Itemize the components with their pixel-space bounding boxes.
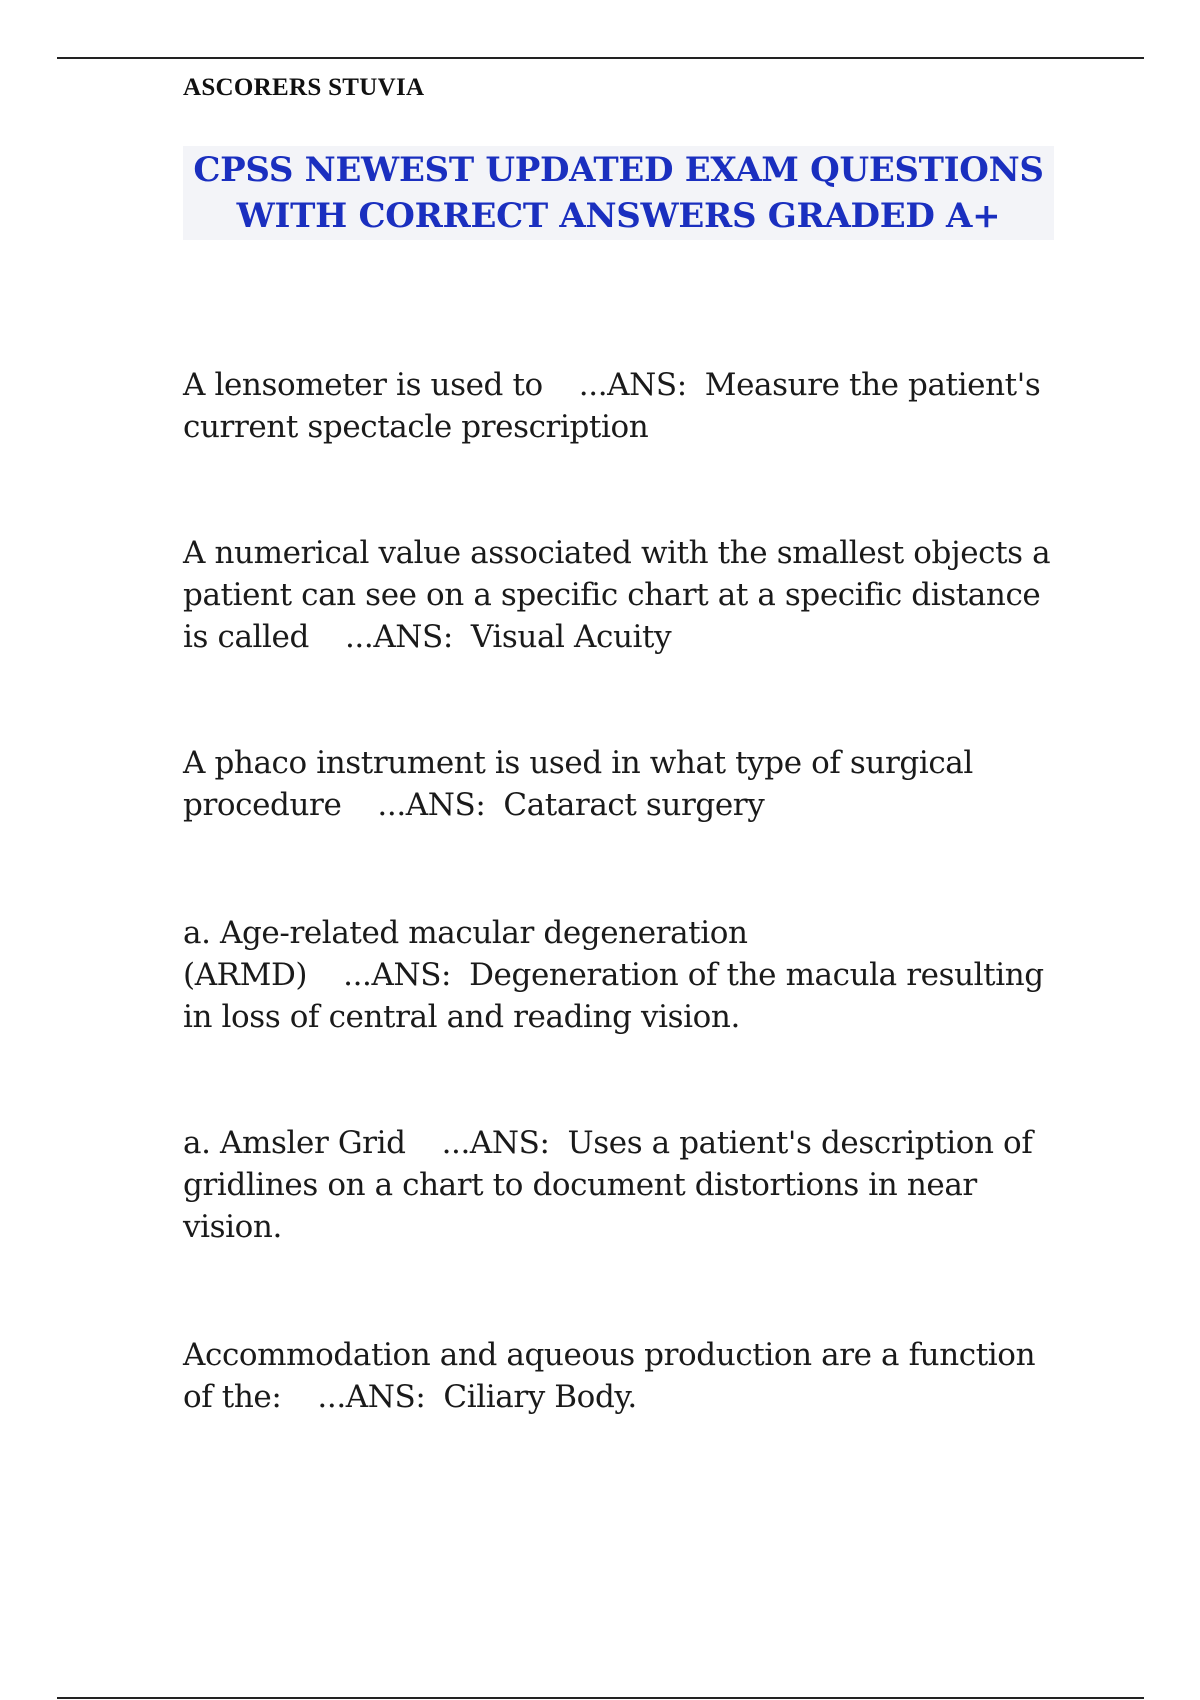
top-divider bbox=[57, 57, 1144, 59]
answer-text: Measure the patient's current spectacle prescription bbox=[183, 367, 1041, 445]
qa-item bbox=[183, 532, 1063, 658]
answer-text: Visual Acuity bbox=[470, 619, 672, 655]
question-text: a. Age-related macular degeneration (ARMD) bbox=[183, 915, 748, 993]
answer-text: Cataract surgery bbox=[503, 787, 765, 823]
qa-item bbox=[183, 364, 1063, 448]
answer-text: Uses a patient's description of gridlines on a chart to document distortions in near vision. bbox=[183, 1125, 1033, 1245]
qa-item bbox=[183, 912, 1063, 1038]
answer-text: Ciliary Body. bbox=[443, 1379, 637, 1415]
question-text: A lensometer is used to bbox=[183, 367, 543, 403]
question-text: a. Amsler Grid bbox=[183, 1125, 406, 1161]
bottom-divider bbox=[57, 1697, 1144, 1699]
answer-tag: ...ANS: bbox=[344, 619, 453, 655]
answer-tag: ...ANS: bbox=[317, 1379, 426, 1415]
answer-tag: ...ANS: bbox=[377, 787, 486, 823]
answer-tag: ...ANS: bbox=[343, 957, 452, 993]
qa-item bbox=[183, 742, 1063, 826]
answer-tag: ...ANS: bbox=[441, 1125, 550, 1161]
qa-item bbox=[183, 1334, 1063, 1418]
answer-tag: ...ANS: bbox=[578, 367, 687, 403]
question-text: A numerical value associated with the smallest objects a patient can see on a specific chart at a specific distance is called bbox=[183, 535, 1051, 655]
question-text: A phaco instrument is used in what type of surgical procedure bbox=[183, 745, 973, 823]
document-title: CPSS NEWEST UPDATED EXAM QUESTIONS WITH CORRECT ANSWERS GRADED A+ bbox=[193, 150, 1044, 236]
document-header: ASCORERS STUVIA bbox=[183, 74, 425, 101]
question-text: Accommodation and aqueous production are a function of the: bbox=[183, 1337, 1036, 1415]
qa-item bbox=[183, 1122, 1063, 1248]
title-banner bbox=[183, 146, 1054, 240]
answer-text: Degeneration of the macula resulting in loss of central and reading vision. bbox=[183, 957, 1044, 1035]
